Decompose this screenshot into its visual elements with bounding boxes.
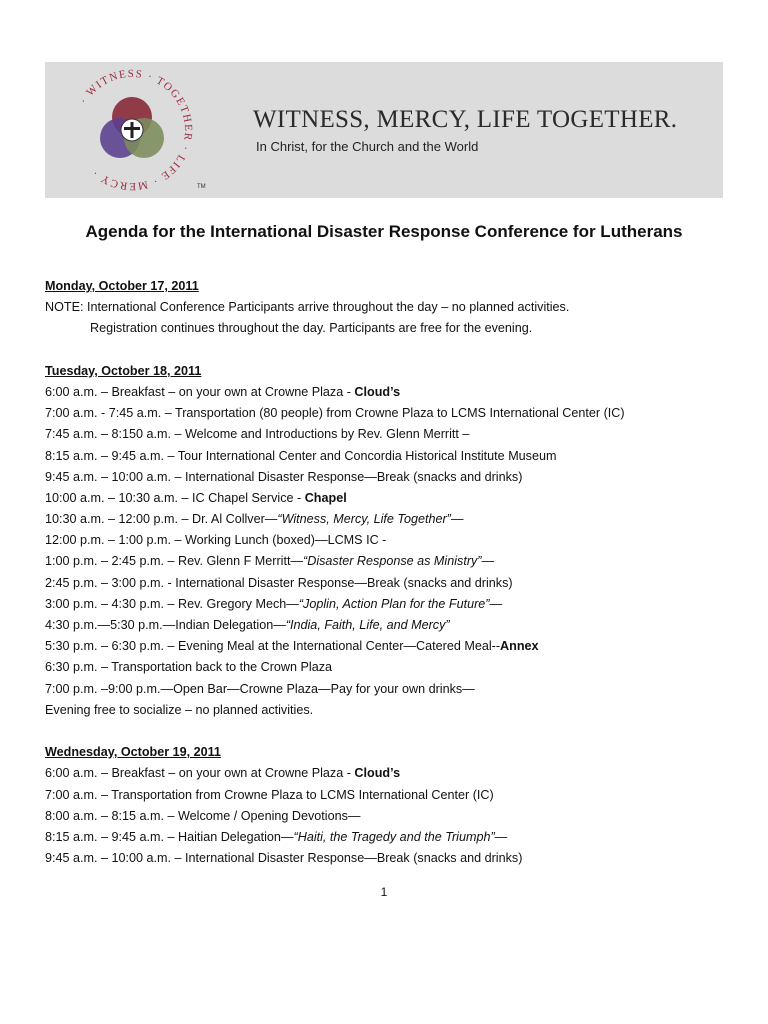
svg-text:TM: TM [197, 184, 206, 190]
agenda-item-text: 6:30 p.m. – Transportation back to the Crown Plaza [45, 660, 333, 675]
agenda-item [45, 573, 735, 594]
agenda-item-text: 8:15 a.m. – 9:45 a.m. – Tour International Center and Concordia Historical Institute Museum [45, 448, 557, 463]
session-title: “Joplin, Action Plan for the Future” [298, 596, 490, 611]
location-name: Cloud’s [354, 766, 401, 781]
wednesday-agenda [45, 763, 735, 869]
agenda-item [45, 785, 735, 806]
agenda-item-suffix: — [481, 554, 495, 569]
agenda-item-text: 7:00 a.m. - 7:45 a.m. – Transportation (80 people) from Crowne Plaza to LCMS International Center (IC) [45, 406, 625, 421]
agenda-item-suffix: — [450, 512, 464, 527]
agenda-item-text: 6:00 a.m. – Breakfast – on your own at Crowne Plaza - [45, 766, 355, 781]
tuesday-agenda [45, 382, 735, 721]
agenda-item [45, 382, 735, 403]
agenda-item-text: 9:45 a.m. – 10:00 a.m. – International Disaster Response—Break (snacks and drinks) [45, 469, 523, 484]
agenda-item [45, 615, 735, 636]
session-title: “Witness, Mercy, Life Together” [277, 512, 451, 527]
agenda-item [45, 403, 735, 424]
agenda-item-text: 7:45 a.m. – 8:150 a.m. – Welcome and Introductions by Rev. Glenn Merritt – [45, 427, 470, 442]
agenda-item [45, 446, 735, 467]
agenda-item [45, 424, 735, 445]
agenda-item-text: 10:00 a.m. – 10:30 a.m. – IC Chapel Service - [45, 490, 305, 505]
agenda-item [45, 848, 735, 869]
agenda-item-text: 8:00 a.m. – 8:15 a.m. – Welcome / Opening Devotions— [45, 808, 361, 823]
monday-note: NOTE: International Conference Participants arrive throughout the day – no planned activities. [45, 300, 570, 315]
agenda-item-text: 2:45 p.m. – 3:00 p.m. - International Disaster Response—Break (snacks and drinks) [45, 575, 513, 590]
banner-motto: WITNESS, MERCY, LIFE TOGETHER. [253, 106, 678, 133]
agenda-item [45, 551, 735, 572]
agenda-item [45, 530, 735, 551]
agenda-item [45, 827, 735, 848]
agenda-item-text: Evening free to socialize – no planned activities. [45, 702, 314, 717]
monday-note-continued: Registration continues throughout the day. Participants are free for the evening. [90, 321, 533, 336]
location-name: Annex [500, 639, 539, 654]
agenda-item-text: 8:15 a.m. – 9:45 a.m. – Haitian Delegation— [45, 829, 294, 844]
agenda-item-text: 9:45 a.m. – 10:00 a.m. – International Disaster Response—Break (snacks and drinks) [45, 851, 523, 866]
agenda-item-suffix: — [489, 596, 503, 611]
document-title: Agenda for the International Disaster Response Conference for Lutherans [85, 222, 683, 241]
page-number: 1 [380, 885, 388, 899]
agenda-item-text: 10:30 a.m. – 12:00 p.m. – Dr. Al Collver— [45, 512, 278, 527]
location-name: Chapel [304, 490, 347, 505]
session-title: “India, Faith, Life, and Mercy” [285, 618, 450, 632]
agenda-item [45, 488, 735, 509]
agenda-item [45, 700, 735, 721]
agenda-item-text: 12:00 p.m. – 1:00 p.m. – Working Lunch (boxed)—LCMS IC - [45, 533, 387, 548]
agenda-item [45, 806, 735, 827]
agenda-body [45, 276, 735, 869]
tuesday-heading: Tuesday, October 18, 2011 [45, 363, 202, 378]
svg-text:· WITNESS · TOGETHER · LIFE ·: · WITNESS · TOGETHER · LIFE · MERCY · [77, 67, 195, 193]
agenda-item [45, 594, 735, 615]
monday-heading: Monday, October 17, 2011 [45, 279, 199, 293]
agenda-item-text: 1:00 p.m. – 2:45 p.m. – Rev. Glenn F Merritt— [45, 554, 304, 569]
location-name: Cloud’s [354, 384, 401, 399]
agenda-item-suffix: — [494, 829, 508, 844]
agenda-item [45, 509, 735, 530]
agenda-item-text: 7:00 a.m. – Transportation from Crowne Plaza to LCMS International Center (IC) [45, 787, 494, 802]
agenda-item [45, 657, 735, 678]
agenda-item [45, 763, 735, 784]
witness-mercy-life-logo [57, 62, 207, 198]
session-title: “Disaster Response as Ministry” [303, 554, 482, 569]
agenda-item-text: 5:30 p.m. – 6:30 p.m. – Evening Meal at the International Center—Catered Meal-- [45, 639, 501, 654]
agenda-item-text: 4:30 p.m.—5:30 p.m.—Indian Delegation— [45, 618, 286, 632]
session-title: “Haiti, the Tragedy and the Triumph” [293, 829, 495, 844]
agenda-item-text: 6:00 a.m. – Breakfast – on your own at Crowne Plaza - [45, 384, 355, 399]
wednesday-heading: Wednesday, October 19, 2011 [45, 745, 221, 760]
agenda-item [45, 679, 735, 700]
agenda-item [45, 467, 735, 488]
header-banner [45, 62, 723, 198]
agenda-item [45, 636, 735, 657]
agenda-item-text: 3:00 p.m. – 4:30 p.m. – Rev. Gregory Mech— [45, 596, 299, 611]
agenda-item-text: 7:00 p.m. –9:00 p.m.—Open Bar—Crowne Plaza—Pay for your own drinks— [45, 681, 475, 696]
banner-tagline: In Christ, for the Church and the World [256, 139, 479, 154]
